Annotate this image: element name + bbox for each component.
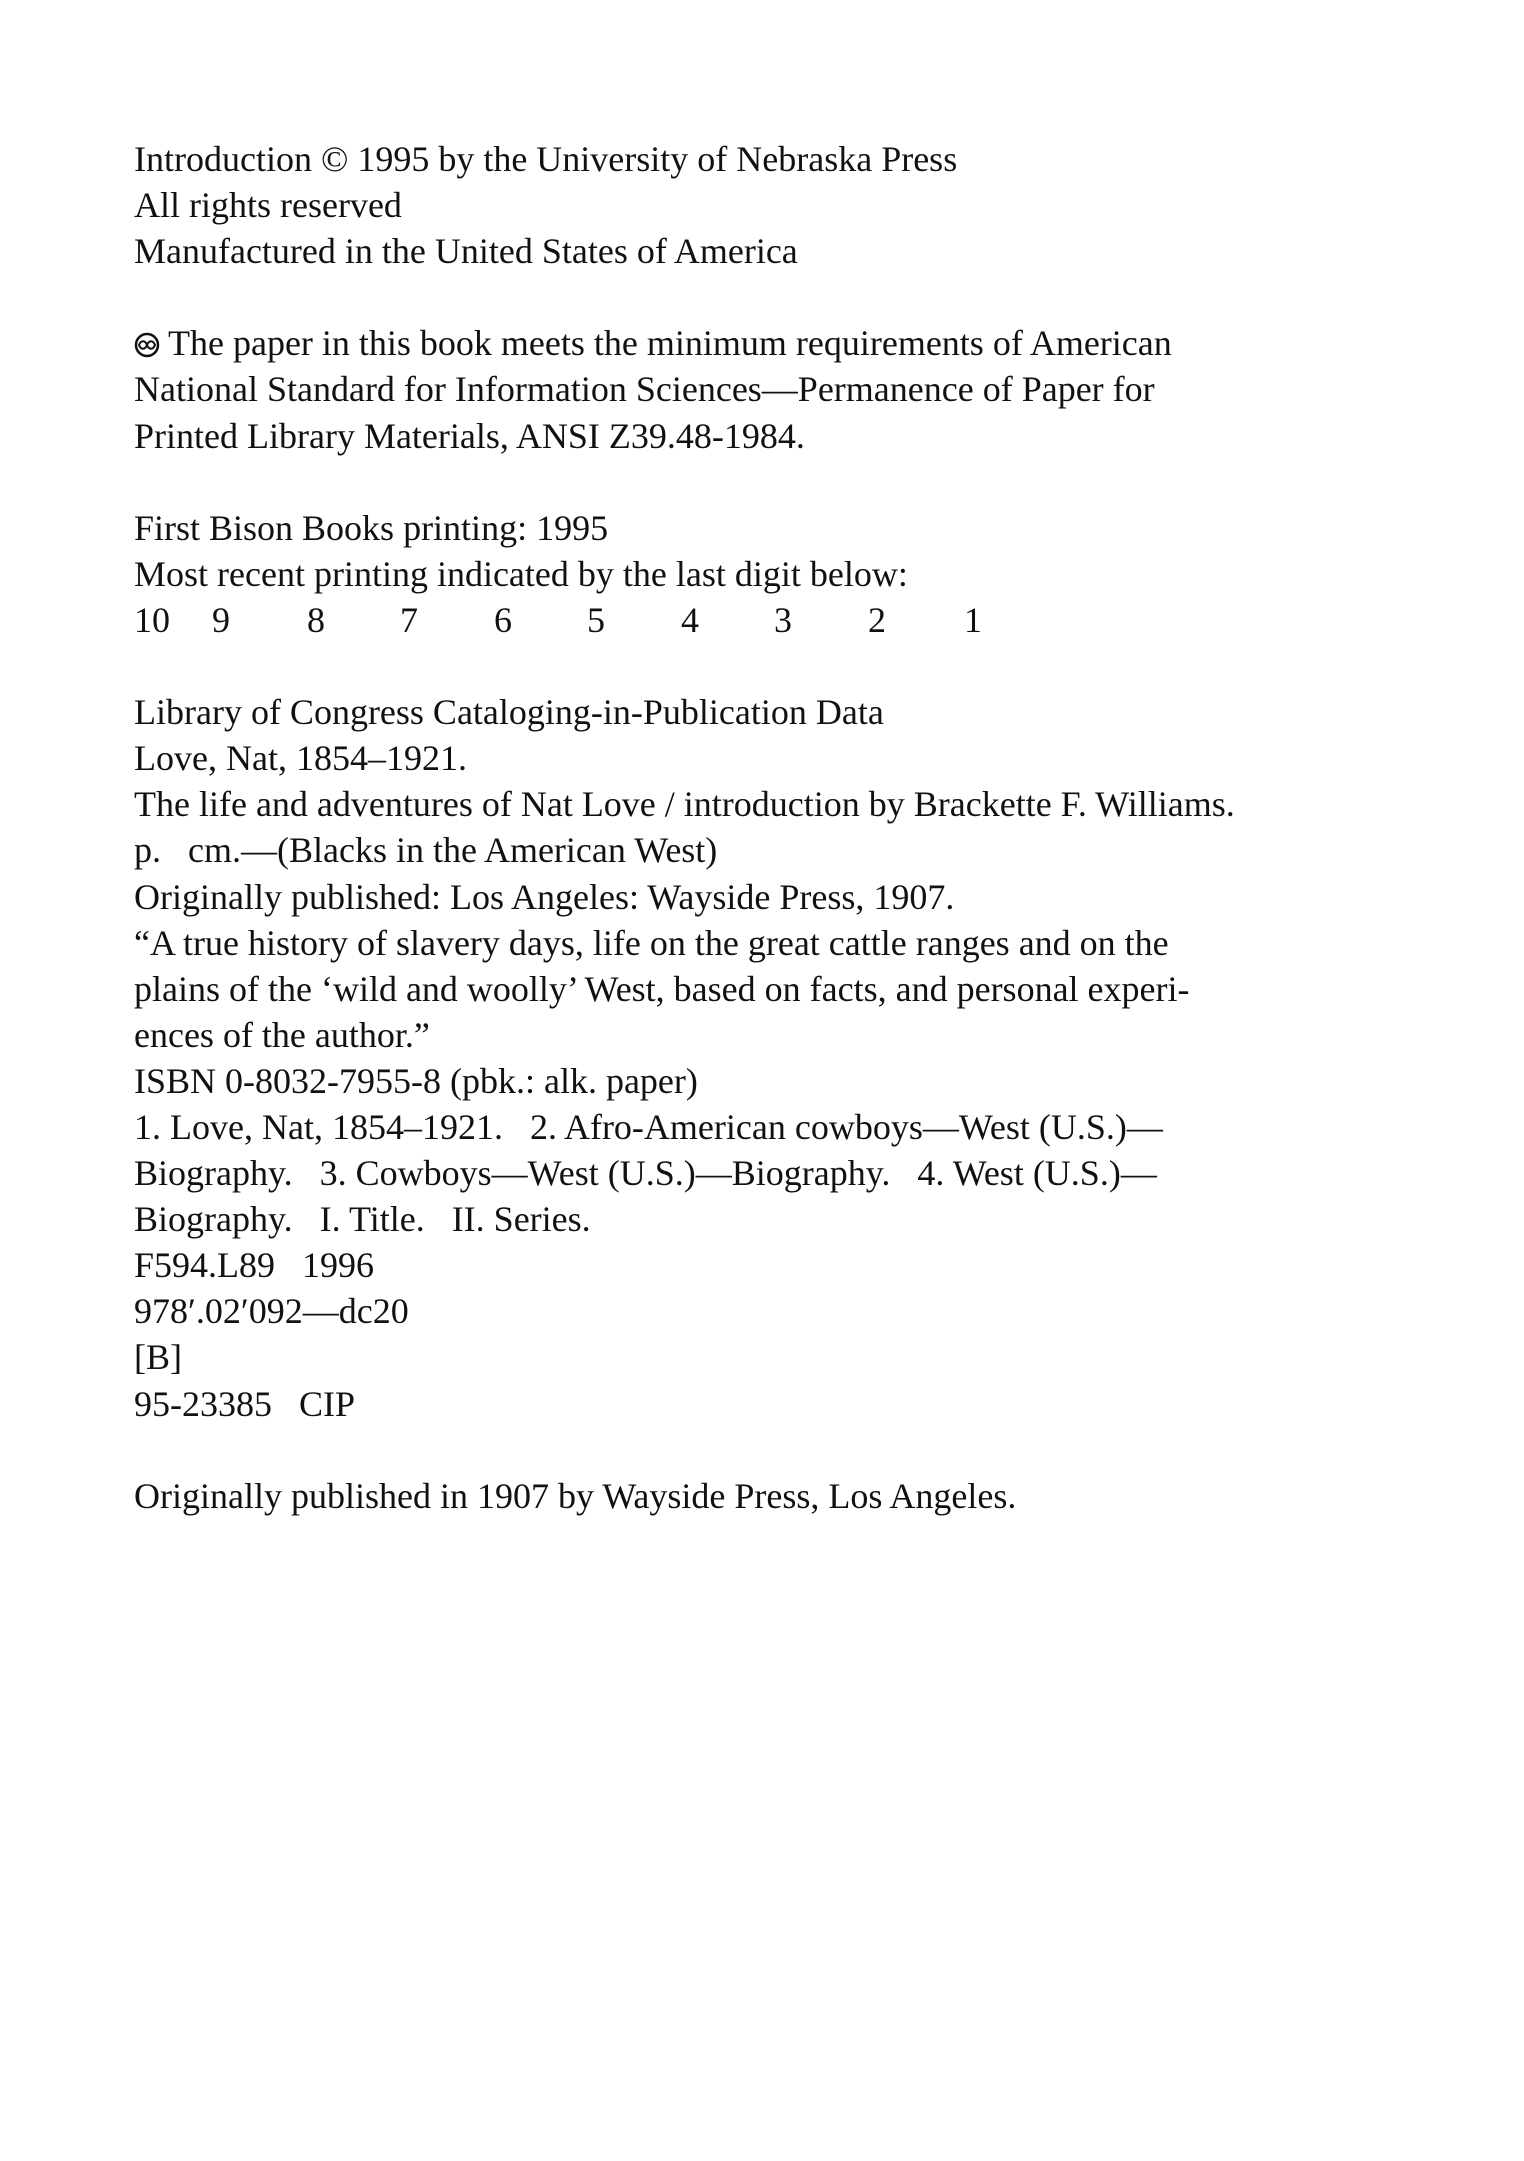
cip-line: Love, Nat, 1854–1921. xyxy=(134,738,467,779)
printing-digit: 3 xyxy=(774,599,792,640)
original-publication-line: Originally published in 1907 by Wayside Press, Los Angeles. xyxy=(134,1475,1017,1516)
cip-line: F594.L89 1996 xyxy=(134,1245,375,1286)
printing-block xyxy=(134,505,1434,643)
cip-line: ences of the author.” xyxy=(134,1014,430,1055)
cip-line: p. cm.—(Blacks in the American West) xyxy=(134,830,718,871)
copyright-page xyxy=(134,136,1434,1519)
printing-digit: 4 xyxy=(681,599,699,640)
paper-notice-line: The paper in this book meets the minimum requirements of American xyxy=(168,323,1172,364)
paper-notice-line: National Standard for Information Sciences—Permanence of Paper for xyxy=(134,369,1155,410)
permanent-paper-infinity-icon xyxy=(134,332,160,358)
cip-line: The life and adventures of Nat Love / introduction by Brackette F. Williams. xyxy=(134,784,1235,825)
cip-line: “A true history of slavery days, life on the great cattle ranges and on the xyxy=(134,922,1169,963)
copyright-line: Introduction © 1995 by the University of Nebraska Press xyxy=(134,139,958,179)
printing-digits xyxy=(134,597,1434,643)
printing-digit: 6 xyxy=(494,599,512,640)
printing-digit: 1 xyxy=(964,599,982,640)
copyright-block xyxy=(134,136,1434,274)
cip-line: Originally published: Los Angeles: Wayside Press, 1907. xyxy=(134,876,955,917)
cip-block xyxy=(134,689,1434,1427)
cip-line: plains of the ‘wild and woolly’ West, based on facts, and personal experi- xyxy=(134,968,1190,1009)
cip-line: 1. Love, Nat, 1854–1921. 2. Afro-American cowboys—West (U.S.)— xyxy=(134,1106,1163,1147)
rights-line: All rights reserved xyxy=(134,185,402,226)
printing-digit: 10 xyxy=(134,599,170,640)
isbn-line: ISBN 0-8032-7955-8 (pbk.: alk. paper) xyxy=(134,1060,698,1101)
printing-digit: 2 xyxy=(868,599,886,640)
printing-digit: 9 xyxy=(212,599,230,640)
printing-digit: 8 xyxy=(307,599,325,640)
cip-line: 978′.02′092—dc20 xyxy=(134,1291,409,1332)
manufactured-line: Manufactured in the United States of America xyxy=(134,231,798,272)
printing-note: Most recent printing indicated by the last digit below: xyxy=(134,553,908,594)
paper-notice xyxy=(134,320,1434,458)
printing-digit: 5 xyxy=(587,599,605,640)
first-printing: First Bison Books printing: 1995 xyxy=(134,507,609,548)
cip-line: Biography. 3. Cowboys—West (U.S.)—Biography. 4. West (U.S.)— xyxy=(134,1153,1157,1194)
cip-line: 95-23385 CIP xyxy=(134,1383,356,1424)
cip-line: [B] xyxy=(134,1337,182,1378)
paper-notice-line: Printed Library Materials, ANSI Z39.48-1984. xyxy=(134,415,805,456)
cip-heading: Library of Congress Cataloging-in-Publication Data xyxy=(134,692,884,733)
printing-digit: 7 xyxy=(400,599,418,640)
cip-line: Biography. I. Title. II. Series. xyxy=(134,1199,591,1240)
